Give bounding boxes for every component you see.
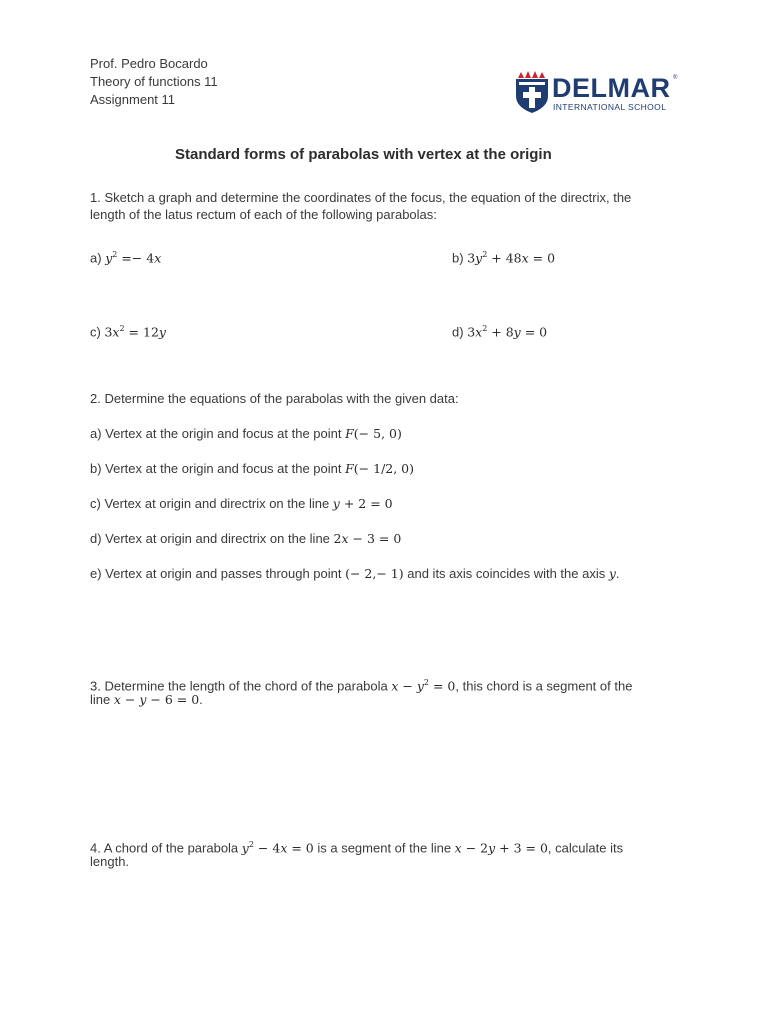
q2-item-c: c) Vertex at origin and directrix on the line y + 2 = 0: [90, 496, 393, 511]
q1-item-a: a) $y^2 =- 4x$: [90, 250, 162, 266]
q2-c-text: c) Vertex at origin and directrix on the line: [90, 496, 333, 511]
q1-text-line2: length of the latus rectum of each of the following parabolas:: [90, 207, 437, 222]
q2-e-text-post: and its axis coincides with the axis: [403, 566, 609, 581]
q3-line1: 3. Determine the length of the chord of the parabola $x - y^2 = 0$, this chord is a segment of the: [90, 678, 633, 694]
q3-line2-text: line: [90, 692, 114, 707]
q4-text-post: , calculate its: [547, 840, 624, 856]
q1-item-b: b) $3y^2 + 48x = 0$: [452, 250, 556, 266]
item-label: a): [90, 250, 102, 266]
q3-line2: line x − y − 6 = 0.: [90, 692, 203, 707]
q2-intro: 2. Determine the equations of the parabolas with the given data:: [90, 391, 459, 406]
q2-b-text: b) Vertex at the origin and focus at the point: [90, 461, 346, 476]
q4-text: 4. A chord of the parabola: [90, 840, 242, 856]
q4-line2: length.: [90, 854, 130, 869]
q1-item-c: c) $3x^2 = 12y$: [90, 324, 166, 340]
professor-name: Prof. Pedro Bocardo: [90, 56, 208, 71]
q2-item-b: b) Vertex at the origin and focus at the point F(− 1/2, 0): [90, 461, 415, 476]
item-label: b): [452, 250, 464, 266]
q2-e-text: e) Vertex at origin and passes through point: [90, 566, 346, 581]
item-label: c): [90, 324, 101, 340]
logo-subtitle: INTERNATIONAL SCHOOL: [553, 102, 667, 112]
item-label: d): [452, 324, 464, 340]
q1-text-line1: 1. Sketch a graph and determine the coordinates of the focus, the equation of the directrix, the: [90, 190, 632, 205]
q3-text-post: , this chord is a segment of the: [455, 678, 633, 694]
delmar-logo: [514, 70, 684, 118]
q2-item-e: e) Vertex at origin and passes through point (− 2,− 1) and its axis coincides with the axis y.: [90, 566, 620, 581]
q2-d-text: d) Vertex at origin and directrix on the line: [90, 531, 334, 546]
q2-item-a: a) Vertex at the origin and focus at the point F(− 5, 0): [90, 426, 402, 441]
q4-line1: 4. A chord of the parabola $y^2 - 4x = 0$ is a segment of the line x − 2y + 3 = 0, calculate its: [90, 840, 624, 856]
page-title: Standard forms of parabolas with vertex at the origin: [175, 146, 552, 163]
q2-a-text: a) Vertex at the origin and focus at the point: [90, 426, 346, 441]
logo-wordmark: DELMAR: [552, 73, 671, 103]
shield-icon: [514, 70, 550, 114]
registered-mark: ®: [673, 75, 678, 81]
q1-item-d: d) $3x^2 + 8y = 0$: [452, 324, 548, 340]
course-name: Theory of functions 11: [90, 74, 218, 89]
q3-text: 3. Determine the length of the chord of the parabola: [90, 678, 392, 694]
q4-text-mid: is a segment of the line: [313, 840, 455, 856]
q2-item-d: d) Vertex at origin and directrix on the line 2x − 3 = 0: [90, 531, 402, 546]
assignment-number: Assignment 11: [90, 92, 176, 107]
